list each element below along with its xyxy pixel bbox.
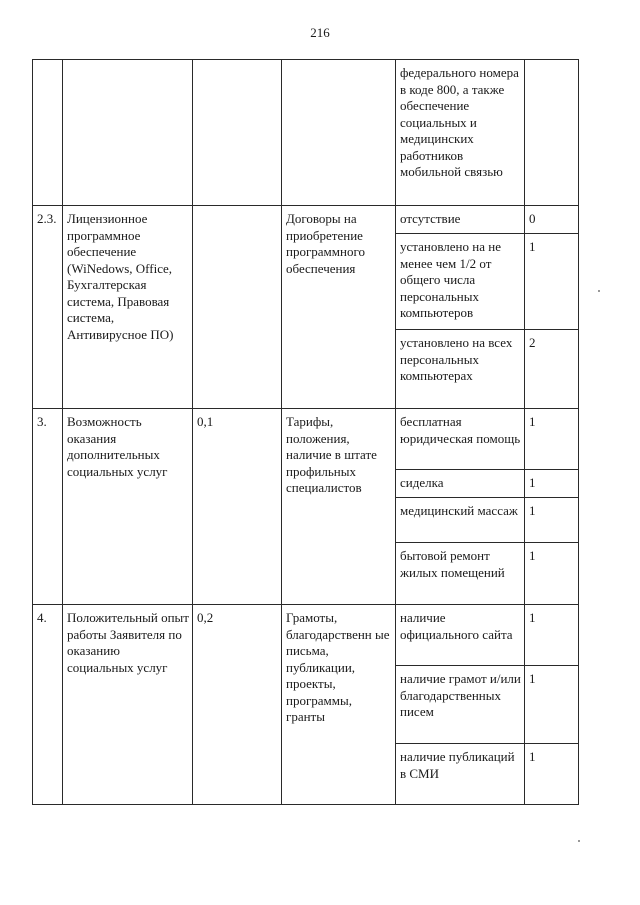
option-cell: федерального номера в коде 800, а также обеспечение социальных и медицинских работников мобильной связью	[396, 60, 525, 206]
weight-cell	[193, 60, 282, 206]
documents-cell: Договоры на приобретение программного обеспечения	[282, 206, 396, 409]
option-cell: наличие официального сайта	[396, 605, 525, 666]
documents-cell: Тарифы, положения, наличие в штате профильных специалистов	[282, 409, 396, 605]
weight-cell: 0,1	[193, 409, 282, 605]
scan-speck	[598, 290, 600, 292]
criteria-table	[32, 59, 579, 805]
criterion-cell: Положительный опыт работы Заявителя по оказанию социальных услуг	[63, 605, 193, 805]
table-row	[33, 605, 579, 666]
option-cell: отсутствие	[396, 206, 525, 234]
row-number: 2.3.	[33, 206, 63, 409]
score-cell: 1	[525, 543, 579, 605]
option-cell: бытовой ремонт жилых помещений	[396, 543, 525, 605]
option-cell: медицинский массаж	[396, 498, 525, 543]
scan-speck	[578, 840, 580, 842]
score-cell: 1	[525, 666, 579, 744]
weight-cell: 0,2	[193, 605, 282, 805]
score-cell: 1	[525, 605, 579, 666]
score-cell: 1	[525, 498, 579, 543]
option-cell: сиделка	[396, 470, 525, 498]
row-number: 3.	[33, 409, 63, 605]
documents-cell: Грамоты, благодарственн ые письма, публикации, проекты, программы, гранты	[282, 605, 396, 805]
criterion-cell: Возможность оказания дополнительных социальных услуг	[63, 409, 193, 605]
score-cell: 1	[525, 409, 579, 470]
option-cell: наличие грамот и/или благодарственных писем	[396, 666, 525, 744]
score-cell: 1	[525, 234, 579, 330]
score-cell: 1	[525, 470, 579, 498]
score-cell: 2	[525, 330, 579, 409]
weight-cell	[193, 206, 282, 409]
table-row	[33, 409, 579, 470]
option-cell: установлено на всех персональных компьютерах	[396, 330, 525, 409]
page-number: 216	[310, 25, 330, 40]
row-number: 4.	[33, 605, 63, 805]
score-cell: 1	[525, 744, 579, 805]
option-cell: бесплатная юридическая помощь	[396, 409, 525, 470]
score-cell	[525, 60, 579, 206]
table-row	[33, 206, 579, 234]
criterion-cell: Лицензионное программное обеспечение (WiNedows, Office, Бухгалтерская система, Правовая система, Антивирусное ПО)	[63, 206, 193, 409]
option-cell: установлено на не менее чем 1/2 от общего числа персональных компьютеров	[396, 234, 525, 330]
criterion-cell	[63, 60, 193, 206]
documents-cell	[282, 60, 396, 206]
option-cell: наличие публикаций в СМИ	[396, 744, 525, 805]
table-row	[33, 60, 579, 206]
score-cell: 0	[525, 206, 579, 234]
row-number	[33, 60, 63, 206]
